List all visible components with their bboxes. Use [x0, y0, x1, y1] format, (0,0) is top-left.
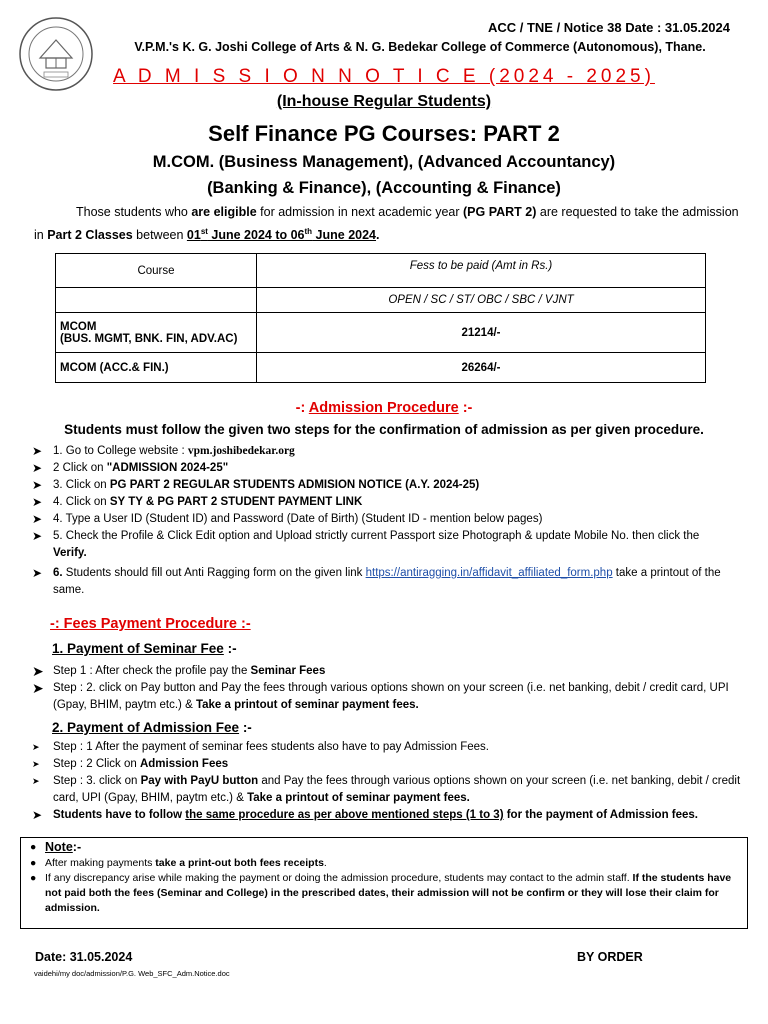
- arrow-bullet-icon: ➤: [32, 742, 40, 752]
- intro-text: between: [132, 228, 187, 243]
- intro-text: Those students who: [76, 205, 192, 219]
- seminar-steps-list: [30, 663, 745, 714]
- column-header-fees: Fess to be paid (Amt in Rs.): [257, 254, 706, 288]
- column-header-course: Course: [56, 254, 257, 288]
- arrow-bullet-icon: ➤: [32, 461, 43, 475]
- table-row: [56, 313, 706, 353]
- bullet-icon: ●: [30, 857, 37, 869]
- file-path: vaidehi/my doc/admission/P.G. Web_SFC_Adm.Notice.doc: [34, 969, 230, 978]
- arrow-bullet-icon: ➤: [32, 495, 43, 509]
- list-item: ➤ 4. Type a User ID (Student ID) and Password (Date of Birth) (Student ID - mention below pages): [32, 512, 543, 526]
- table-header-row: [56, 254, 706, 288]
- by-order-label: BY ORDER: [577, 950, 643, 964]
- intro-eligible: are eligible: [191, 205, 257, 219]
- admission-procedure-heading: -: Admission Procedure :-: [295, 400, 473, 416]
- admission-fee-heading: 2. Payment of Admission Fee :-: [52, 720, 252, 735]
- fee-cell: 21214/-: [257, 313, 706, 353]
- intro-date-range: 01st June 2024 to 06th June 2024: [186, 227, 377, 243]
- arrow-bullet-icon: ➤: [32, 663, 44, 679]
- intro-text: for admission in next academic year: [256, 205, 464, 219]
- list-item: ➤ Step : 2 Click on Admission Fees: [30, 756, 745, 773]
- intro-pg-part: (PG PART 2): [463, 205, 537, 219]
- intro-text: are requested to take the admission in: [34, 205, 739, 243]
- list-item: ➤ 6. Students should fill out Anti Ragging form on the given link https://antiragging.in/affidavit_affiliated_form.php take a printout of the same.: [32, 566, 721, 596]
- list-item: ➤ 3. Click on PG PART 2 REGULAR STUDENTS ADMISION NOTICE (A.Y. 2024-25): [32, 478, 480, 492]
- bullet-icon: ●: [30, 841, 37, 853]
- arrow-bullet-icon: ➤: [32, 680, 44, 696]
- table-row: [56, 288, 706, 313]
- arrow-bullet-icon: ➤: [32, 478, 43, 492]
- note-title: ● Note:-: [30, 840, 82, 854]
- notice-reference: ACC / TNE / Notice 38 Date : 31.05.2024: [487, 20, 730, 35]
- table-row: [56, 353, 706, 383]
- list-item: ➤ Step : 2. click on Pay button and Pay the fees through various options shown on your screen (i.e. net banking, debit / credit card, UPI (Gpay, BHIM, paytm etc.) & Take a printout of seminar payment fees.: [32, 680, 729, 711]
- fees-table: [55, 253, 706, 383]
- list-item: ➤ Students have to follow the same procedure as per above mentioned steps (1 to 3) for the payment of Admission fees.: [32, 808, 698, 822]
- list-item: ➤ 4. Click on SY TY & PG PART 2 STUDENT PAYMENT LINK: [32, 495, 363, 509]
- course-title-main: Self Finance PG Courses:: [208, 121, 478, 146]
- admission-steps-list: [30, 443, 730, 599]
- list-item: ➤ Step : 1 After the payment of seminar fees students also have to pay Admission Fees.: [30, 739, 745, 756]
- arrow-bullet-icon: ➤: [32, 808, 43, 822]
- course-title: [0, 121, 768, 147]
- arrow-bullet-icon: ➤: [32, 512, 43, 526]
- admission-fee-steps-list: [30, 739, 745, 824]
- arrow-bullet-icon: ➤: [32, 776, 40, 786]
- note-list: [28, 840, 743, 916]
- arrow-bullet-icon: ➤: [32, 529, 43, 543]
- anti-ragging-link[interactable]: https://antiragging.in/affidavit_affiliated_form.php: [365, 567, 613, 579]
- list-item: ● After making payments take a print-out both fees receipts.: [30, 857, 327, 869]
- fees-payment-heading: -: Fees Payment Procedure :-: [50, 616, 251, 632]
- admission-notice-title: A D M I S S I O N N O T I C E (2024 - 2025): [113, 66, 655, 87]
- arrow-bullet-icon: ➤: [32, 566, 43, 580]
- course-list-line-1: M.COM. (Business Management), (Advanced Accountancy): [152, 153, 616, 171]
- list-item: ➤ 2 Click on "ADMISSION 2024-25": [32, 461, 229, 475]
- list-item: ➤ Step : 3. click on Pay with PayU button and Pay the fees through various options shown on your screen (i.e. net banking, debit / credit card, UPI (Gpay, BHIM, paytm etc.) & Take a printout of seminar payment fees.: [32, 775, 741, 804]
- course-cell: MCOM (BUS. MGMT, BNK. FIN, ADV.AC): [56, 313, 257, 353]
- admission-procedure-subheading: Students must follow the given two steps for the confirmation of admission as per given procedure.: [64, 422, 704, 437]
- seminar-fee-heading: 1. Payment of Seminar Fee :-: [52, 641, 237, 656]
- arrow-bullet-icon: ➤: [32, 444, 43, 458]
- arrow-bullet-icon: ➤: [32, 759, 40, 769]
- college-name: V.P.M.'s K. G. Joshi College of Arts & N. G. Bedekar College of Commerce (Autonomous), Thane.: [134, 40, 706, 54]
- list-item: ● If any discrepancy arise while making the payment or doing the admission procedure, students may contact to the admin staff. If the students have not paid both the fees (Seminar and College) in the prescribed dates, their admission will not be confirm or they will lose their claim for admission.: [30, 872, 732, 914]
- course-cell: MCOM (ACC.& FIN.): [56, 353, 257, 383]
- intro-classes: Part 2 Classes: [47, 228, 133, 243]
- course-title-part: PART 2: [477, 121, 560, 146]
- bullet-icon: ●: [30, 872, 37, 884]
- footer-date: Date: 31.05.2024: [35, 950, 133, 964]
- list-item: ➤ 1. Go to College website : vpm.joshibedekar.org: [32, 444, 295, 458]
- list-item: ➤ Step 1 : After check the profile pay the Seminar Fees: [32, 663, 326, 679]
- admission-notice-subtitle: (In-house Regular Students): [276, 93, 492, 110]
- intro-paragraph: Those students who are eligible for admission in next academic year (PG PART 2) are requested to take the admission in Part 2 Classes between 01st June 2024 to 06th June 2024.: [34, 205, 739, 243]
- fee-cell: 26264/-: [257, 353, 706, 383]
- fee-categories: OPEN / SC / ST/ OBC / SBC / VJNT: [257, 288, 706, 313]
- course-list-line-2: (Banking & Finance), (Accounting & Finance): [207, 179, 561, 197]
- list-item: ➤ 5. Check the Profile & Click Edit option and Upload strictly current Passport size Photograph & update Mobile No. then click the Verify.: [32, 529, 700, 559]
